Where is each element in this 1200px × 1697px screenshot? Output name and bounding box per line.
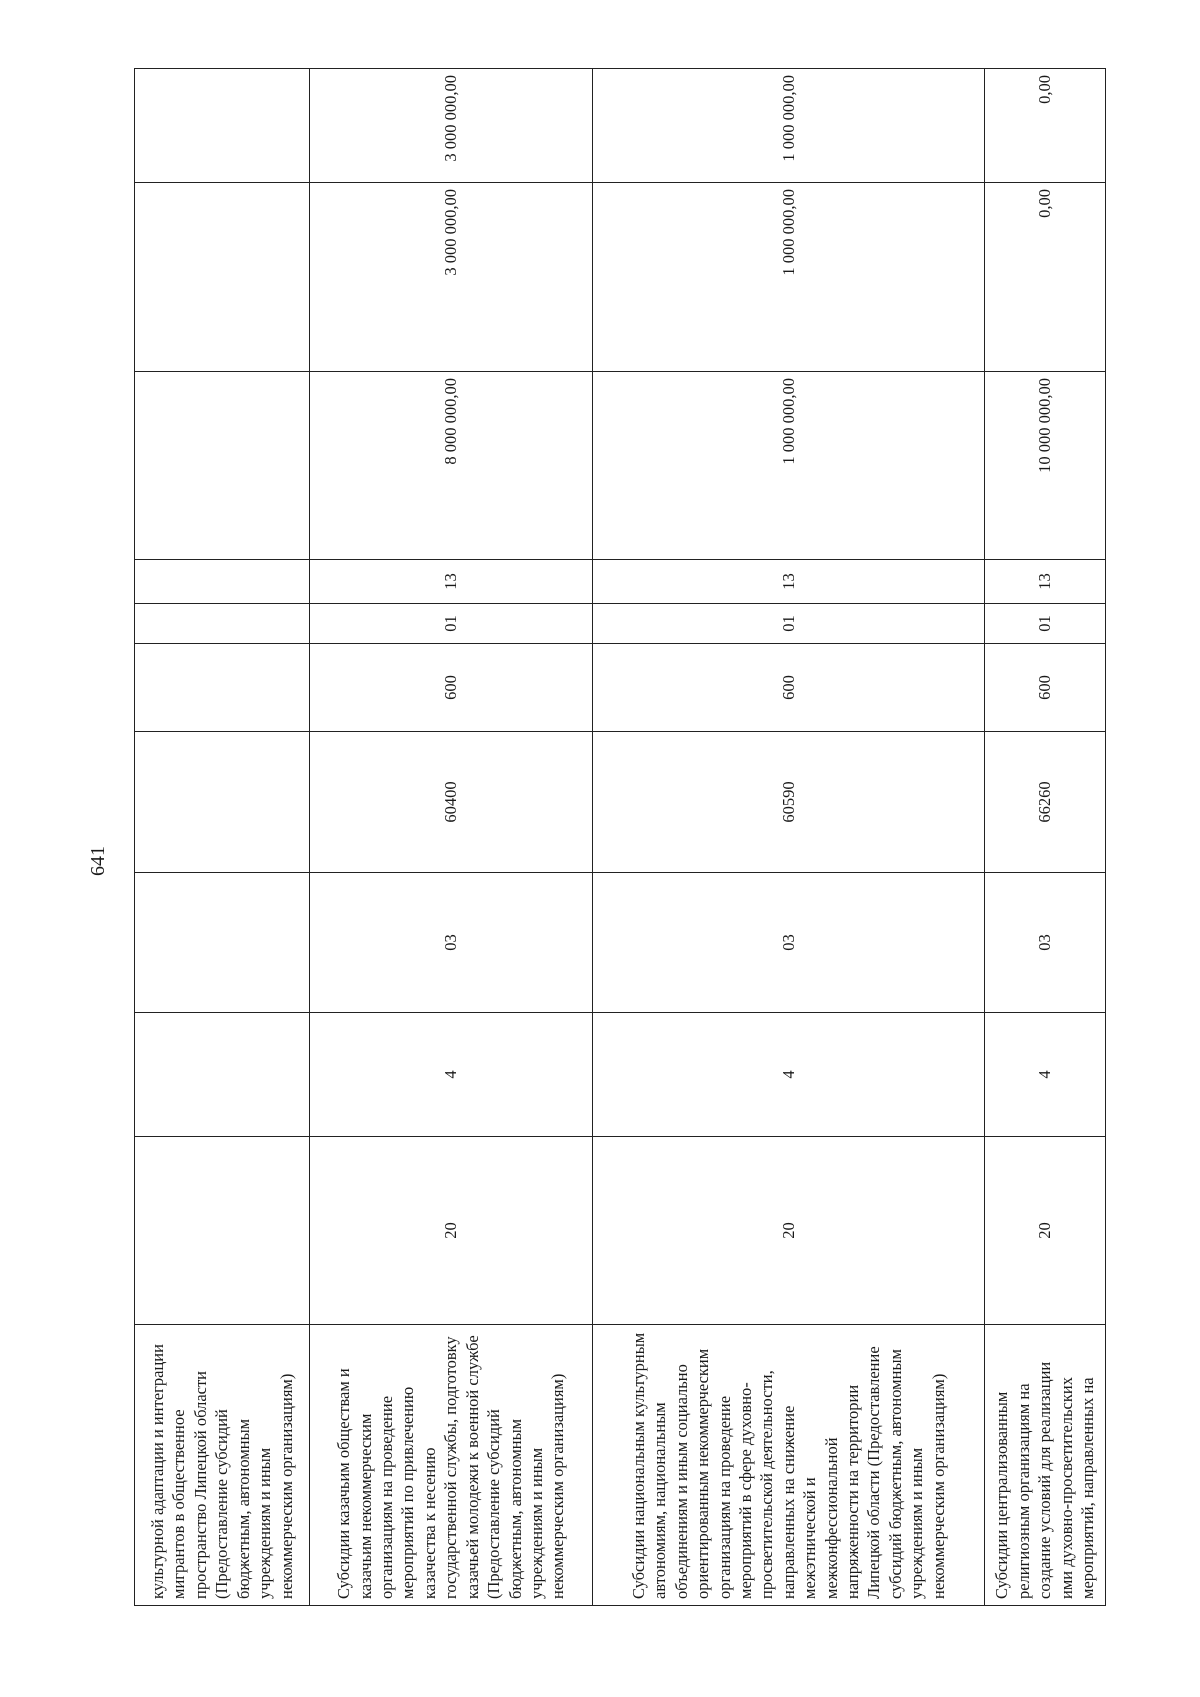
code-cell: 03	[985, 873, 1106, 1013]
code-cell: 01	[593, 604, 985, 644]
code-cell	[135, 873, 310, 1013]
code-cell: 60400	[310, 732, 593, 873]
amount-cell	[135, 372, 310, 560]
code-cell: 03	[593, 873, 985, 1013]
row-description: Субсидии централизованным религиозным организациям на создание условий для реализации ими духовно-просветительских мероприятий, направленных на	[985, 1325, 1106, 1606]
row-description: Субсидии национальным культурным автономиям, национальным объединениям и иным социально ориентированным некоммерческим организациям на проведение мероприятий в сфере духовно-просветительской деятельности, направленных на снижение межэтнической и межконфессиональной напряженности на территории Липецкой области (Предоставление субсидий бюджетным, автономным учреждениям и иным некоммерческим организациям)	[593, 1325, 985, 1606]
code-cell: 20	[310, 1137, 593, 1325]
code-cell	[135, 604, 310, 644]
code-cell: 13	[985, 560, 1106, 604]
code-cell: 01	[985, 604, 1106, 644]
table-row	[985, 69, 1106, 1606]
table-row	[593, 69, 985, 1606]
amount-cell: 1 000 000,00	[593, 183, 985, 372]
page-number: 641	[87, 846, 109, 876]
code-cell	[135, 560, 310, 604]
row-description: культурной адаптации и интеграции мигрантов в общественное пространство Липецкой области (Предоставление субсидий бюджетным, автономным учреждениям и иным некоммерческим организациям)	[135, 1325, 310, 1606]
code-cell: 4	[985, 1013, 1106, 1137]
code-cell	[135, 1013, 310, 1137]
code-cell: 600	[593, 644, 985, 732]
amount-cell	[135, 69, 310, 183]
code-cell: 600	[985, 644, 1106, 732]
amount-cell: 3 000 000,00	[310, 69, 593, 183]
code-cell: 4	[593, 1013, 985, 1137]
code-cell	[135, 644, 310, 732]
code-cell: 66260	[985, 732, 1106, 873]
code-cell: 13	[310, 560, 593, 604]
code-cell: 60590	[593, 732, 985, 873]
code-cell: 13	[593, 560, 985, 604]
amount-cell: 3 000 000,00	[310, 183, 593, 372]
code-cell	[135, 1137, 310, 1325]
amount-cell: 0,00	[985, 69, 1106, 183]
amount-cell: 8 000 000,00	[310, 372, 593, 560]
table-row	[310, 69, 593, 1606]
amount-cell: 0,00	[985, 183, 1106, 372]
rotated-table-container	[134, 69, 1105, 1606]
table-row	[135, 69, 310, 1606]
budget-table	[134, 68, 1106, 1606]
amount-cell: 1 000 000,00	[593, 69, 985, 183]
code-cell: 600	[310, 644, 593, 732]
amount-cell: 1 000 000,00	[593, 372, 985, 560]
amount-cell: 10 000 000,00	[985, 372, 1106, 560]
code-cell: 20	[985, 1137, 1106, 1325]
code-cell: 03	[310, 873, 593, 1013]
row-description: Субсидии казачьим обществам и казачьим некоммерческим организациям на проведение мероприятий по привлечению казачества к несению государственной службы, подготовку казачьей молодежи к военной службе (Предоставление субсидий бюджетным, автономным учреждениям и иным некоммерческим организациям)	[310, 1325, 593, 1606]
code-cell: 01	[310, 604, 593, 644]
code-cell: 4	[310, 1013, 593, 1137]
amount-cell	[135, 183, 310, 372]
code-cell: 20	[593, 1137, 985, 1325]
code-cell	[135, 732, 310, 873]
